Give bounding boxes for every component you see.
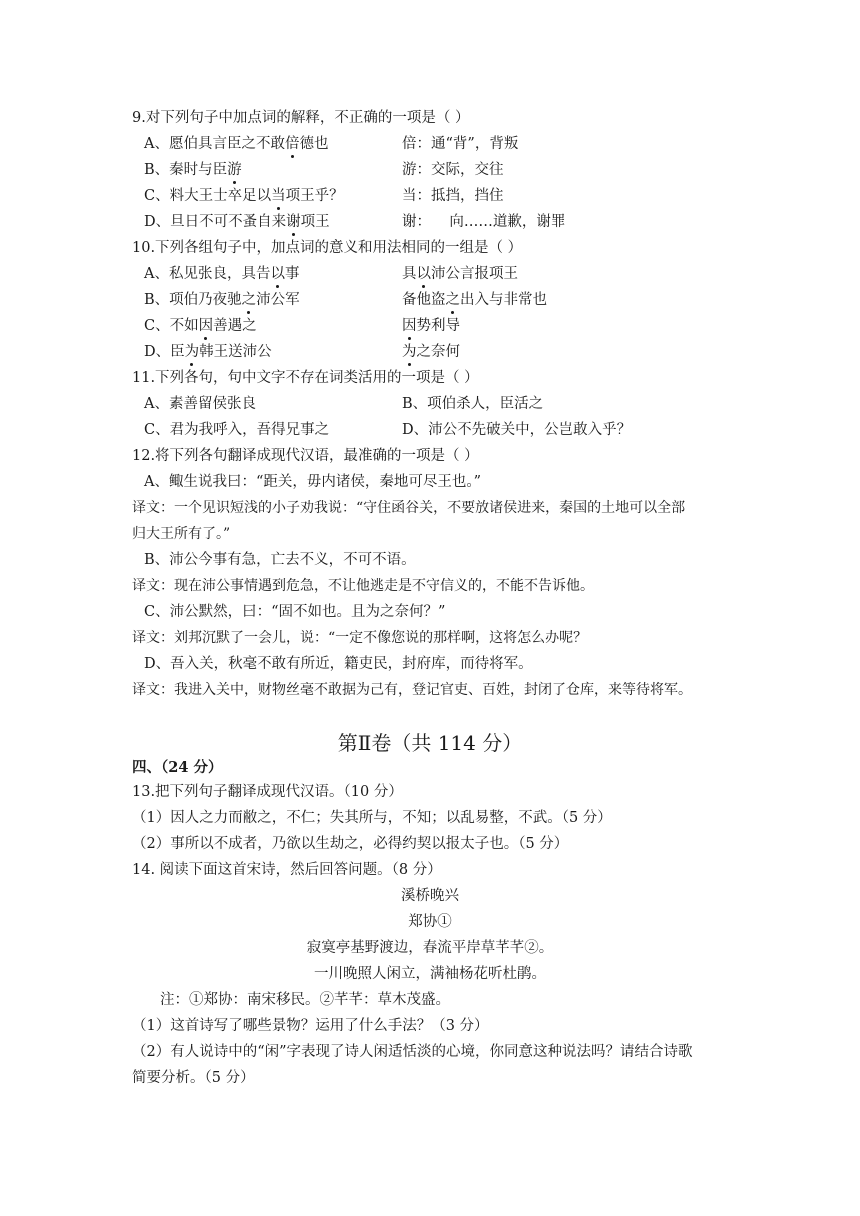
part-two-title: 第Ⅱ卷（共 114 分） [337,731,523,755]
q10-option-a-right: 具以沛公言报项王 [402,266,518,282]
q10-option-c-left: C、不如因善遇之 [144,318,257,334]
emphasis-dot-word: 因 [402,318,417,334]
q10-option-b-right: 备他盗之出入与非常也 [402,292,547,308]
q9-gloss-a: 倍：通“背”，背叛 [402,136,519,152]
poem-line-1: 寂寞亭基野渡边，春流平岸草芊芊②。 [306,940,554,956]
q12-translation-a-cont: 归大王所有了。” [132,526,231,542]
emphasis-dot-word: 当 [271,188,286,204]
q12-stem: 12.将下列各句翻译成现代汉语，最准确的一项是（ ） [132,448,479,464]
q13-sentence-1: （1）因人之力而敝之，不仁；失其所与，不知；以乱易整，不武。（5 分） [132,810,612,826]
emphasis-dot-word: 谢 [286,214,301,230]
q10-option-d-left: D、臣为韩王送沛公 [144,344,272,360]
poem-note: 注：①郑协：南宋移民。②芊芊：草木茂盛。 [160,992,450,1008]
poem-title: 溪桥晚兴 [401,888,459,904]
emphasis-dot-word: 以 [416,266,431,282]
q13-sentence-2: （2）事所以不成者，乃欲以生劫之，必得约契以报太子也。（5 分） [132,836,569,852]
q9-gloss-b: 游：交际，交往 [402,162,504,178]
q9-gloss-c: 当：抵挡，挡住 [402,188,504,204]
q14-subquestion-2: （2）有人说诗中的“闲”字表现了诗人闲适恬淡的心境，你同意这种说法吗？请结合诗歌 [132,1044,693,1060]
q11-option-d: D、沛公不先破关中，公岂敢入乎？ [402,422,632,438]
q10-stem: 10.下列各组句子中，加点词的意义和用法相同的一组是（ ） [132,240,523,256]
emphasis-dot-word: 为 [402,344,417,360]
emphasis-dot-word: 游 [227,162,242,178]
q13-stem: 13.把下列句子翻译成现代汉语。（10 分） [132,784,403,800]
q12-option-a: A、鲰生说我曰：“距关，毋内诸侯，秦地可尽王也。” [144,474,482,490]
q12-option-d: D、吾入关，秋毫不敢有所近，籍吏民，封府库，而待将军。 [144,656,533,672]
q11-option-c: C、君为我呼入，吾得兄事之 [144,422,330,438]
q9-option-c: C、料大王士卒足以当项王乎？ [144,188,344,204]
q9-option-d: D、旦日不可不蚤自来谢项王 [144,214,330,230]
q11-option-b: B、项伯杀人，臣活之 [402,396,544,412]
emphasis-dot-word: 之 [241,292,257,308]
emphasis-dot-word: 倍 [284,136,300,152]
q9-stem: 9.对下列句子中加点词的解释，不正确的一项是（ ） [132,110,470,126]
poem-author: 郑协① [408,914,452,930]
emphasis-dot-word: 之 [445,292,460,308]
emphasis-dot-word: 为 [184,344,200,360]
q10-option-b-left: B、项伯乃夜驰之沛公军 [144,292,300,308]
q14-stem: 14. 阅读下面这首宋诗，然后回答问题。（8 分） [132,862,442,878]
q11-option-a: A、素善留侯张良 [144,396,256,412]
poem-line-2: 一川晚照人闲立，满袖杨花听杜鹃。 [314,966,546,982]
q12-translation-d: 译文：我进入关中，财物丝毫不敢据为己有，登记官吏、百姓，封闭了仓库，来等待将军。 [132,682,692,698]
q12-translation-b: 译文：现在沛公事情遇到危急，不让他逃走是不守信义的，不能不告诉他。 [132,578,594,594]
q12-option-c: C、沛公默然，曰：“固不如也。且为之奈何？” [144,604,446,620]
section-four-heading: 四、（24 分） [132,759,223,776]
q10-option-c-right: 因势利导 [402,318,460,334]
emphasis-dot-word: 因 [198,318,214,334]
q12-translation-c: 译文：刘邦沉默了一会儿，说：“一定不像您说的那样啊，这将怎么办呢？ [132,630,588,646]
q12-translation-a: 译文：一个见识短浅的小子劝我说：“守住函谷关，不要放诸侯进来，秦国的土地可以全部 [132,500,686,516]
q10-option-d-right: 为之奈何 [402,344,460,360]
q10-option-a-left: A、私见张良，具告以事 [144,266,300,282]
q14-subquestion-1: （1）这首诗写了哪些景物？运用了什么手法？（3 分） [132,1018,489,1034]
q9-option-b: B、秦时与臣游 [144,162,242,178]
q11-stem: 11.下列各句，句中文字不存在词类活用的一项是（ ） [132,370,479,386]
emphasis-dot-word: 以 [270,266,285,282]
q14-subquestion-2-cont: 简要分析。（5 分） [132,1070,255,1086]
q12-option-b: B、沛公今事有急，亡去不义，不可不语。 [144,552,416,568]
q9-option-a: A、愿伯具言臣之不敢倍德也 [144,136,329,152]
q9-gloss-d: 谢： 向……道歉，谢罪 [402,214,566,230]
